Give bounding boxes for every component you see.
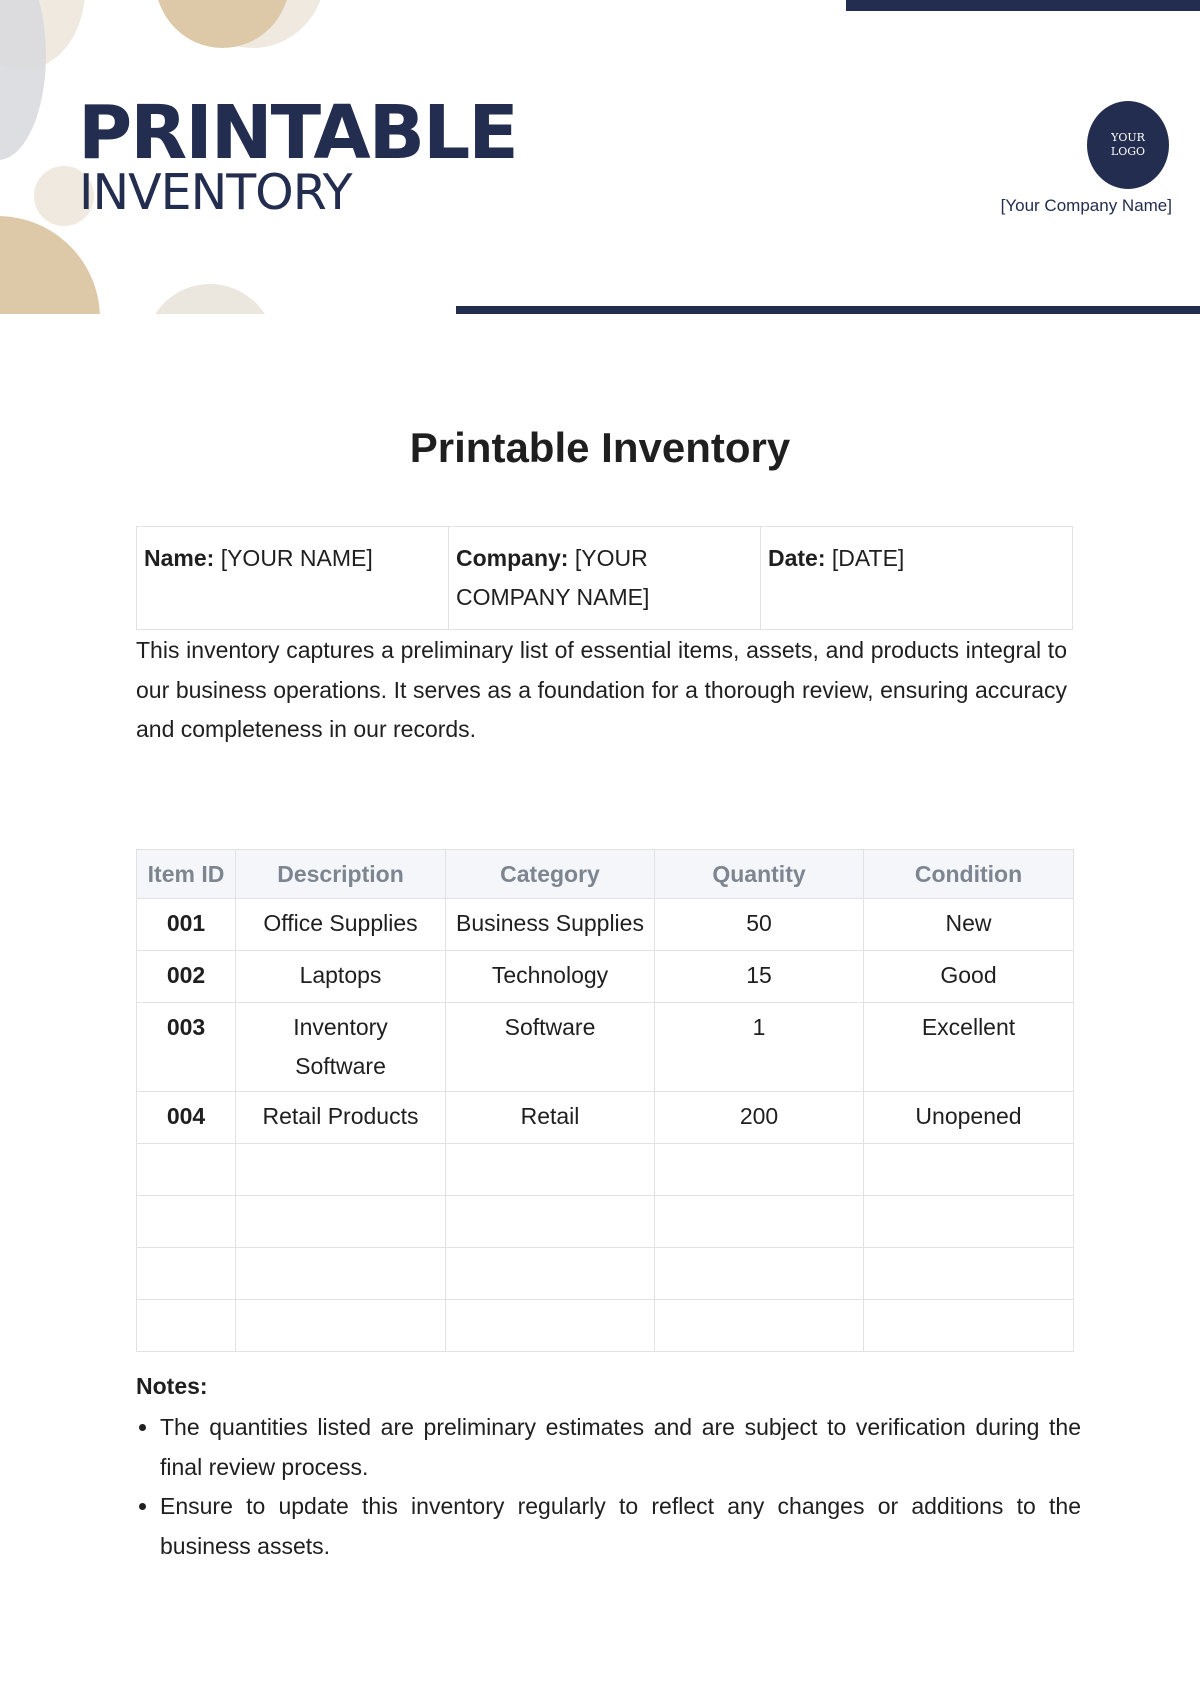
empty-cell bbox=[137, 1196, 236, 1248]
description-cell: Inventory Software bbox=[236, 1003, 446, 1092]
company-value: [YOUR COMPANY NAME] bbox=[456, 545, 650, 610]
company-label: Company: bbox=[456, 545, 569, 571]
condition-cell: New bbox=[864, 899, 1074, 951]
description-cell: Laptops bbox=[236, 951, 446, 1003]
category-cell: Software bbox=[446, 1003, 655, 1092]
empty-cell bbox=[655, 1248, 864, 1300]
table-row bbox=[137, 1003, 1074, 1092]
name-label: Name: bbox=[144, 545, 215, 571]
name-value: [YOUR NAME] bbox=[220, 545, 373, 571]
empty-cell bbox=[655, 1144, 864, 1196]
info-date-cell bbox=[761, 527, 1073, 630]
item-id-cell: 003 bbox=[137, 1003, 236, 1092]
item-id-cell: 002 bbox=[137, 951, 236, 1003]
logo-text-line2: LOGO bbox=[1110, 145, 1146, 158]
empty-cell bbox=[446, 1248, 655, 1300]
empty-cell bbox=[236, 1144, 446, 1196]
empty-cell bbox=[864, 1144, 1074, 1196]
column-header: Description bbox=[236, 850, 446, 899]
condition-cell: Excellent bbox=[864, 1003, 1074, 1092]
empty-cell bbox=[864, 1300, 1074, 1352]
table-header-row bbox=[137, 850, 1074, 899]
notes-label: Notes: bbox=[136, 1373, 208, 1399]
category-cell: Retail bbox=[446, 1092, 655, 1144]
empty-cell bbox=[236, 1248, 446, 1300]
empty-cell bbox=[137, 1248, 236, 1300]
note-item: • The quantities listed are preliminary estimates and are subject to verification during the final review process. bbox=[160, 1408, 1081, 1487]
table-row bbox=[137, 1092, 1074, 1144]
decor-circle bbox=[0, 0, 46, 160]
header-subtitle: INVENTORY bbox=[79, 164, 352, 221]
header-bar-bottom bbox=[456, 306, 1200, 314]
company-logo bbox=[1087, 101, 1169, 189]
table-row-empty bbox=[137, 1248, 1074, 1300]
decor-circle bbox=[145, 284, 275, 314]
empty-cell bbox=[655, 1196, 864, 1248]
table-row-empty bbox=[137, 1144, 1074, 1196]
empty-cell bbox=[864, 1248, 1074, 1300]
inventory-table bbox=[136, 849, 1074, 1352]
column-header: Quantity bbox=[655, 850, 864, 899]
info-table bbox=[136, 526, 1073, 630]
empty-cell bbox=[236, 1196, 446, 1248]
empty-cell bbox=[137, 1300, 236, 1352]
description-cell: Office Supplies bbox=[236, 899, 446, 951]
quantity-cell: 1 bbox=[655, 1003, 864, 1092]
intro-paragraph: This inventory captures a preliminary list of essential items, assets, and products integral to our business operations. It serves as a foundation for a thorough review, ensuring accuracy and completeness in our records. bbox=[136, 637, 1067, 742]
decor-circle bbox=[0, 216, 100, 314]
empty-cell bbox=[446, 1144, 655, 1196]
table-row-empty bbox=[137, 1196, 1074, 1248]
header-bar-top bbox=[846, 0, 1200, 11]
table-row bbox=[137, 951, 1074, 1003]
condition-cell: Good bbox=[864, 951, 1074, 1003]
logo-text-line1: YOUR bbox=[1111, 130, 1145, 144]
column-header: Item ID bbox=[137, 850, 236, 899]
company-name: [Your Company Name] bbox=[1000, 196, 1172, 215]
document-title: Printable Inventory bbox=[409, 424, 791, 471]
info-name-cell bbox=[137, 527, 449, 630]
note-item: • Ensure to update this inventory regularly to reflect any changes or additions to the business assets. bbox=[160, 1487, 1081, 1566]
empty-cell bbox=[446, 1300, 655, 1352]
column-header: Condition bbox=[864, 850, 1074, 899]
empty-cell bbox=[137, 1144, 236, 1196]
item-id-cell: 004 bbox=[137, 1092, 236, 1144]
empty-cell bbox=[236, 1300, 446, 1352]
empty-cell bbox=[446, 1196, 655, 1248]
column-header: Category bbox=[446, 850, 655, 899]
empty-cell bbox=[864, 1196, 1074, 1248]
date-value: [DATE] bbox=[831, 545, 905, 571]
date-label: Date: bbox=[768, 545, 826, 571]
table-row-empty bbox=[137, 1300, 1074, 1352]
condition-cell: Unopened bbox=[864, 1092, 1074, 1144]
table-row bbox=[137, 899, 1074, 951]
quantity-cell: 15 bbox=[655, 951, 864, 1003]
info-company-cell bbox=[449, 527, 761, 630]
item-id-cell: 001 bbox=[137, 899, 236, 951]
category-cell: Business Supplies bbox=[446, 899, 655, 951]
category-cell: Technology bbox=[446, 951, 655, 1003]
quantity-cell: 50 bbox=[655, 899, 864, 951]
header-title: PRINTABLE bbox=[78, 90, 517, 176]
notes-list bbox=[136, 1408, 1081, 1566]
empty-cell bbox=[655, 1300, 864, 1352]
description-cell: Retail Products bbox=[236, 1092, 446, 1144]
quantity-cell: 200 bbox=[655, 1092, 864, 1144]
